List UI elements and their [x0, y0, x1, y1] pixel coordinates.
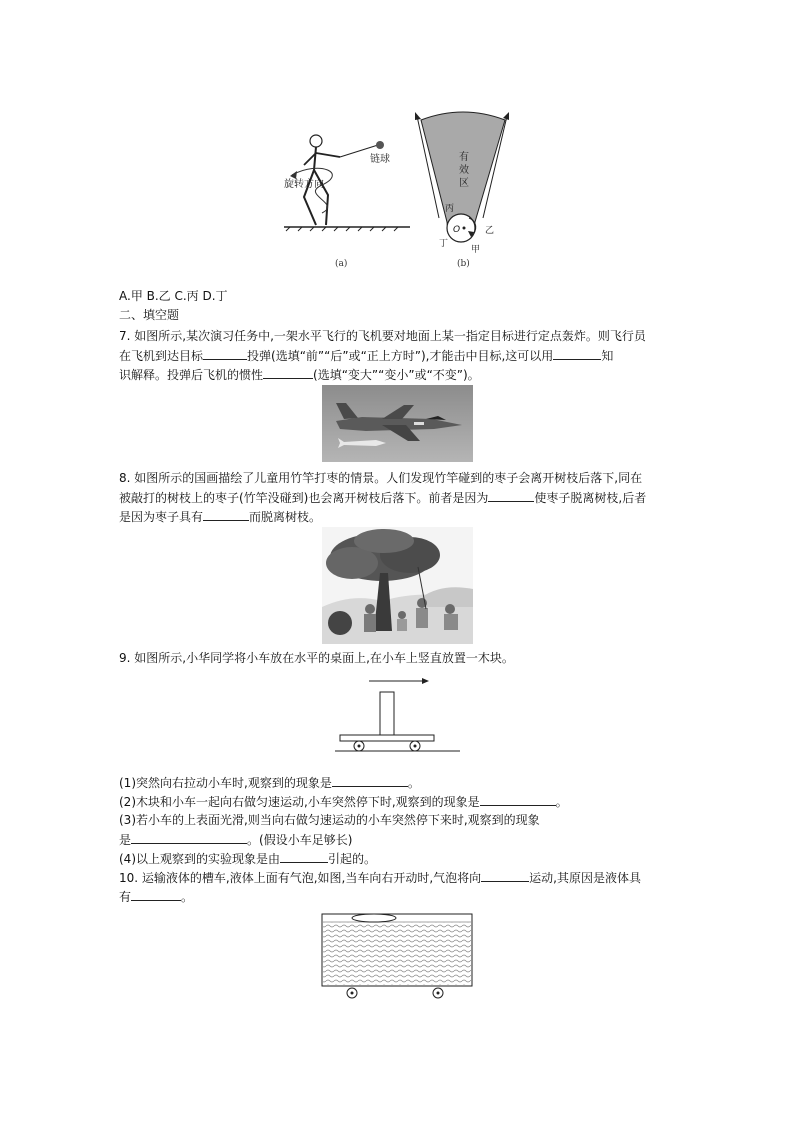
hammer-throw-figure-a [270, 115, 415, 275]
label-rotation-direction: 旋转方向 [284, 179, 324, 190]
q9-blank-2[interactable] [480, 794, 556, 806]
caption-b: (b) [457, 259, 470, 269]
label-jia: 甲 [471, 245, 481, 255]
q9-intro: 9. 如图所示,小华同学将小车放在水平的桌面上,在小车上竖直放置一木块。 [119, 651, 514, 665]
label-effective-3: 区 [459, 178, 469, 189]
q6-options: A.甲 B.乙 C.丙 D.丁 [119, 289, 228, 303]
fighter-jet-image [322, 385, 473, 462]
q10-line1: 10. 运输液体的槽车,液体上面有气泡,如图,当车向右开动时,气泡将向 运动,其原因是液体具 [119, 871, 641, 885]
label-effective-2: 效 [459, 165, 469, 176]
q9-s2: (2)木块和小车一起向右做匀速运动,小车突然停下时,观察到的现象是 。 [119, 795, 568, 809]
q8-line2: 被敲打的树枝上的枣子(竹竿没碰到)也会离开树枝后落下。前者是因为 使枣子脱离树枝,后者 [119, 491, 647, 505]
q7-line2: 在飞机到达目标 投弹(选填“前”“后”或“正上方时”),才能击中目标,这可以用 知 [119, 349, 614, 363]
effective-zone-figure-b [405, 110, 520, 260]
q7-blank-1[interactable] [203, 348, 247, 360]
q9-s1: (1)突然向右拉动小车时,观察到的现象是 。 [119, 776, 420, 790]
q10-line2: 有 。 [119, 890, 194, 904]
section-title: 二、填空题 [119, 308, 180, 322]
label-yi: 乙 [485, 226, 495, 236]
q9-s3-b: 是 。(假设小车足够长) [119, 833, 353, 847]
q10-blank-1[interactable] [481, 870, 529, 882]
q10-blank-2[interactable] [131, 889, 181, 901]
jujube-painting-image [322, 527, 473, 644]
q9-blank-1[interactable] [332, 775, 408, 787]
label-bing: 丙 [445, 204, 455, 214]
label-ball: 链球 [370, 154, 390, 165]
label-effective-1: 有 [459, 152, 469, 163]
q8-blank-1[interactable] [488, 490, 534, 502]
q9-s3-a: (3)若小车的上表面光滑,则当向右做匀速运动的小车突然停下来时,观察到的现象 [119, 813, 540, 827]
q7-blank-3[interactable] [263, 367, 313, 379]
label-O: O [453, 225, 461, 235]
bubble [352, 914, 396, 922]
q8-line3: 是因为枣子具有 而脱离树枝。 [119, 510, 322, 524]
caption-a: (a) [335, 259, 348, 269]
q7-blank-2[interactable] [553, 348, 601, 360]
q7-line3: 识解释。投弹后飞机的惯性 (选填“变大”“变小”或“不变”)。 [119, 368, 480, 382]
q9-blank-3[interactable] [131, 832, 247, 844]
tank-truck-figure [318, 908, 478, 1003]
q7-line1: 7. 如图所示,某次演习任务中,一架水平飞行的飞机要对地面上某一指定目标进行定点轰炸。则飞行员 [119, 329, 646, 343]
label-ding: 丁 [439, 239, 449, 249]
hammer-ball [376, 141, 384, 149]
q9-s4: (4)以上观察到的实验现象是由 引起的。 [119, 852, 377, 866]
q9-blank-4[interactable] [280, 851, 328, 863]
q8-line1: 8. 如图所示的国画描绘了儿童用竹竿打枣的情景。人们发现竹竿碰到的枣子会离开树枝后落下,同在 [119, 471, 643, 485]
cart-block-figure [335, 676, 465, 756]
q8-blank-2[interactable] [203, 509, 249, 521]
